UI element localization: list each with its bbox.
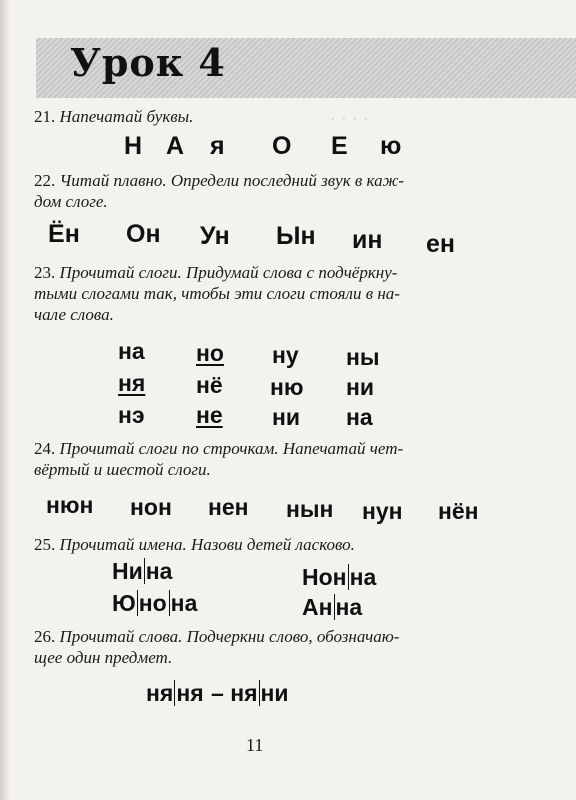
exercise-24-instruction [34,438,403,480]
syllable: ин [352,226,383,254]
instruction-text: Прочитай слоги. Придумай слова с подчёркну- [59,263,398,282]
syllable-underlined: не [196,402,223,428]
syllable: нон [130,494,172,520]
letter: Н [124,132,143,160]
syllable: нюн [46,492,94,518]
exercise-22-instruction [34,170,404,212]
syllable: ни [346,374,375,400]
exercise-number: 21. [34,107,56,126]
dash: – [211,680,224,706]
syllable-underlined: но [196,340,224,366]
instruction-text: Прочитай слоги по строчкам. Напечатай чет- [59,439,404,458]
syllable: Ын [276,222,316,250]
syllable: на [346,404,373,430]
syllable: ню [270,374,304,400]
exercise-number: 25. [34,535,56,554]
instruction-text: Читай плавно. Определи последний звук в каж- [59,171,405,190]
syllable: Ун [200,222,230,250]
syllable: нён [438,498,479,524]
instruction-text: Прочитай слова. Подчеркни слово, обозначаю- [59,627,400,646]
syllable: нё [196,372,223,398]
instruction-text: щее один предмет. [34,648,173,667]
syllable: ну [272,342,299,368]
exercise-number: 24. [34,439,56,458]
syllable: Ён [48,220,80,248]
name-syllabified: Нон на [302,564,377,590]
letter: Е [331,132,348,160]
letter: А [166,132,185,160]
page-edge-shadow [0,0,10,800]
instruction-text: чале слова. [34,305,114,324]
letter: ю [380,132,402,160]
instruction-text: вёртый и шестой слоги. [34,460,211,479]
syllable: нын [286,496,334,522]
syllable: нун [362,498,403,524]
word-pair: ня ня – ня ни [146,680,289,706]
exercise-number: 23. [34,263,56,282]
syllable: ни [272,404,301,430]
instruction-text: Прочитай имена. Назови детей ласково. [59,535,355,554]
page-number: 11 [246,735,264,755]
instruction-text: дом слоге. [34,192,108,211]
syllable: нэ [118,402,145,428]
exercise-number: 22. [34,171,56,190]
syllable: нен [208,494,249,520]
exercise-26-instruction [34,626,399,668]
instruction-text: Напечатай буквы. [59,107,194,126]
letter: я [210,132,225,160]
name-syllabified: Ан на [302,594,363,620]
syllable: ен [426,230,456,258]
syllable: на [118,338,145,364]
bleed-through: . . . . [330,100,369,125]
letter: О [272,132,292,160]
exercise-23-instruction [34,262,400,325]
name-syllabified: Ю но на [112,590,198,616]
syllable: ны [346,344,380,370]
syllable-underlined: ня [118,370,146,396]
instruction-text: тыми слогами так, чтобы эти слоги стояли в на- [34,284,400,303]
lesson-title: Урок 4 [70,40,226,85]
name-syllabified: Ни на [112,558,173,584]
exercise-21-instruction [34,106,193,127]
exercise-25-instruction [34,534,355,555]
syllable: Он [126,220,161,248]
exercise-number: 26. [34,627,56,646]
